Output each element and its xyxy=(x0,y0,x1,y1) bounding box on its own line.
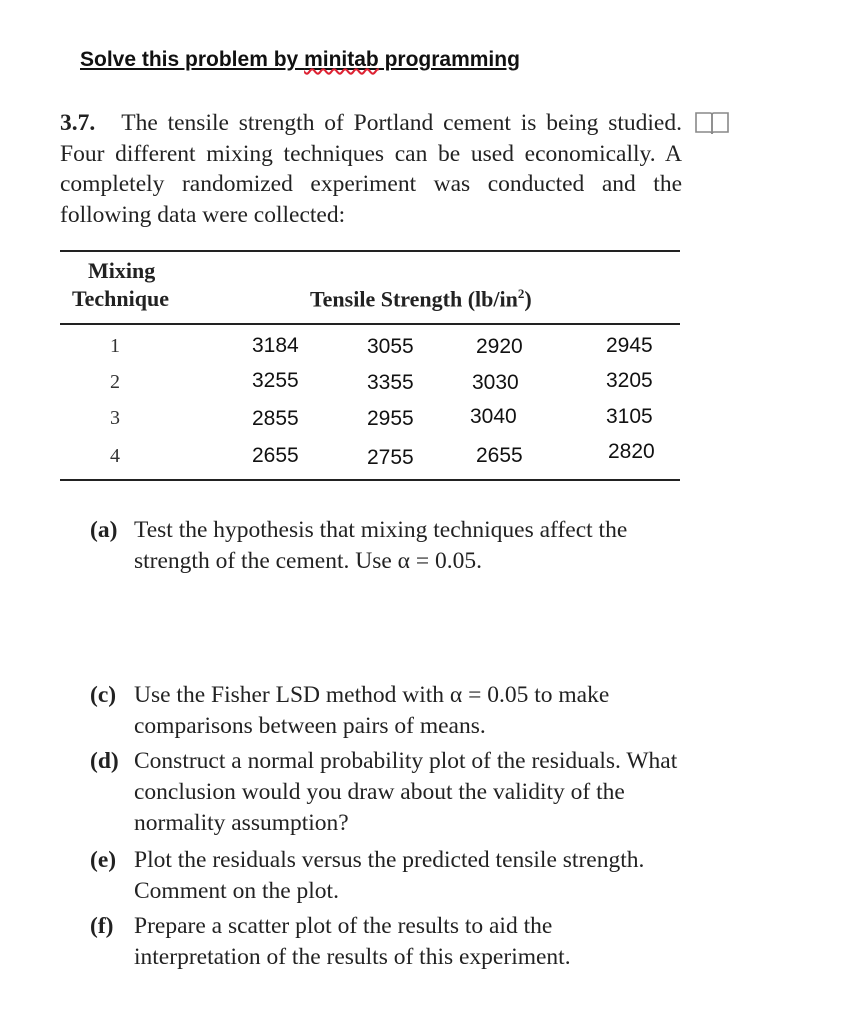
table-cell: 2920 xyxy=(476,335,523,358)
instruction-pre: Solve this problem by xyxy=(80,48,305,71)
table-header-rule xyxy=(60,323,680,325)
instruction-heading xyxy=(80,48,520,72)
question-d xyxy=(90,746,682,839)
question-text: Plot the residuals versus the predicted tensile strength. Comment on the plot. xyxy=(134,847,645,904)
question-label: (f) xyxy=(90,913,114,939)
technique-label: 1 xyxy=(110,335,120,357)
table-cell: 3055 xyxy=(367,335,414,358)
question-label: (d) xyxy=(90,748,119,774)
problem-number: 3.7. xyxy=(60,110,96,136)
table-cell: 3040 xyxy=(470,405,517,428)
technique-label: 2 xyxy=(110,371,120,393)
col-header-strength-text: Tensile Strength (lb/in xyxy=(310,286,518,312)
col-header-superscript: 2 xyxy=(517,286,525,301)
table-cell: 3030 xyxy=(472,371,519,394)
question-label: (c) xyxy=(90,682,117,708)
question-label: (a) xyxy=(90,517,118,543)
question-e xyxy=(90,845,682,907)
question-a xyxy=(90,515,682,577)
col-header-technique-line1: Mixing xyxy=(88,258,156,283)
table-cell: 3184 xyxy=(252,334,299,357)
table-cell: 2655 xyxy=(476,444,523,467)
question-c xyxy=(90,680,682,742)
table-top-rule xyxy=(60,250,680,252)
question-text: Test the hypothesis that mixing techniques affect the strength of the cement. Use α = 0.05. xyxy=(134,517,628,574)
table-cell: 2955 xyxy=(367,407,414,430)
table-cell: 2655 xyxy=(252,444,299,467)
table-cell: 3205 xyxy=(606,369,653,392)
table-cell: 2855 xyxy=(252,407,299,430)
table-cell: 3355 xyxy=(367,371,414,394)
question-label: (e) xyxy=(90,847,117,873)
table-bottom-rule xyxy=(60,479,680,481)
technique-label: 3 xyxy=(110,407,120,429)
question-text: Prepare a scatter plot of the results to aid the interpretation of the results of this experiment. xyxy=(134,913,571,970)
question-text: Construct a normal probability plot of the residuals. What conclusion would you draw about the validity of the normality assumption? xyxy=(134,748,678,836)
technique-label: 4 xyxy=(110,445,120,467)
table-cell: 3255 xyxy=(252,369,299,392)
table-cell: 3105 xyxy=(606,405,653,428)
spellcheck-word: minitab xyxy=(304,48,379,71)
question-text: Use the Fisher LSD method with α = 0.05 to make comparisons between pairs of means. xyxy=(134,682,610,739)
table-cell: 2755 xyxy=(367,446,414,469)
problem-statement xyxy=(60,108,682,230)
col-header-strength xyxy=(310,286,532,312)
question-f xyxy=(90,911,682,973)
book-icon[interactable] xyxy=(694,110,730,136)
table-cell: 2820 xyxy=(608,440,655,463)
problem-text: The tensile strength of Portland cement is being studied. Four different mixing techniques can be used economically. A completely randomized experiment was conducted and the following data were collected: xyxy=(60,110,682,228)
col-header-close: ) xyxy=(524,286,532,312)
col-header-technique-line2: Technique xyxy=(72,286,170,311)
table-cell: 2945 xyxy=(606,334,653,357)
instruction-post: programming xyxy=(378,48,520,71)
